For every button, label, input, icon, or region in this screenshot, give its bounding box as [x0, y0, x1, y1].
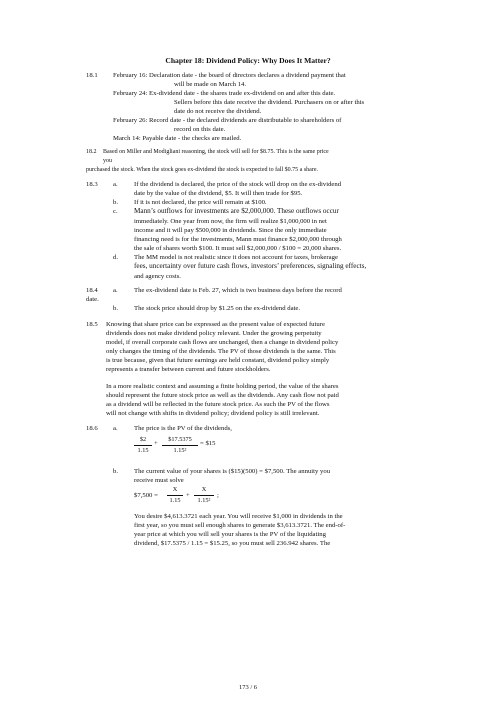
item-label: b. [113, 199, 119, 206]
text-line: year price at which you will sell your shares is the PV of the liquidating [134, 531, 326, 538]
eq-denominator: 1.15 [137, 447, 149, 454]
question-number: 18.1 [86, 72, 98, 79]
fraction-bar [134, 445, 152, 446]
text-line: as a dividend will be reflected in the future stock price. As such the PV of the flows [106, 401, 330, 408]
item-label: b. [113, 468, 119, 475]
plus-sign: + [154, 440, 158, 447]
text-line: The stock price should drop by $1.25 on the ex-dividend date. [134, 305, 301, 312]
text-line: model, if overall corporate cash flows are unchanged, then a change in dividend policy [106, 339, 339, 346]
text-line: should represent the future stock price as well as the dividends. Any cash flow not paid [106, 392, 339, 399]
text-line: and agency costs. [134, 273, 181, 280]
text-line: Based on Miller and Modigliani reasoning, the stock will sell for $8.75. This is the same price [103, 149, 329, 155]
eq-result: = $15 [200, 440, 216, 447]
text-line: Mann’s outflows for investments are $2,000,000. These outflows occur [134, 207, 339, 215]
item-label: a. [113, 287, 118, 294]
item-label: a. [113, 425, 118, 432]
eq-numerator: $2 [139, 436, 147, 443]
text-line: February 26: Record date - the declared dividends are distributable to shareholders of [113, 117, 342, 124]
text-line: In a more realistic context and assuming a finite holding period, the value of the shares [106, 383, 339, 390]
question-number: 18.3 [86, 181, 98, 188]
text-line: first year, so you must sell enough shares to generate $3,613.3721. The end-of- [134, 522, 346, 529]
text-line: will be made on March 14. [174, 81, 247, 88]
text-line: dividends does not make dividend policy relevant. Under the growing perpetuity [106, 330, 322, 337]
text-line: February 24: Ex-dividend date - the shares trade ex-dividend on and after this date. [113, 90, 336, 97]
question-number: 18.2 [86, 149, 97, 155]
question-number: 18.5 [86, 321, 98, 328]
eq-numerator: X [201, 486, 207, 493]
text-line: the sale of shares worth $100. It must sell $2,000,000 / $100 = 20,000 shares. [134, 245, 342, 252]
text-line: fees, uncertainty over future cash flows, investors’ preferences, signaling effects, [134, 262, 367, 270]
item-label: b. [113, 305, 119, 312]
fraction-bar [162, 445, 198, 446]
question-number: 18.4 [86, 287, 98, 294]
text-line: is true because, given that future earnings are held constant, dividend policy simply [106, 357, 330, 364]
text-line: you [103, 158, 112, 164]
eq-lhs: $7,500 = [134, 492, 158, 499]
text-line: only changes the timing of the dividends. The PV of those dividends is the same. This [106, 348, 336, 355]
page-number: 173 / 6 [238, 684, 258, 691]
eq-denominator: 1.15² [197, 497, 211, 504]
text-line: The MM model is not realistic since it does not account for taxes, brokerage [134, 254, 338, 261]
text-line: If the dividend is declared, the price of the stock will drop on the ex-dividend [134, 181, 342, 188]
eq-numerator: $17.5375 [168, 436, 192, 443]
text-line: immediately. One year from now, the firm will realize $1,000,000 in net [134, 218, 327, 225]
text-line: income and it will pay $500,000 in dividends. Since the only immediate [134, 227, 327, 234]
item-label: d. [113, 254, 119, 261]
page-title: Chapter 18: Dividend Policy: Why Does It Matter? [165, 56, 331, 65]
text-line: receive must solve [134, 477, 184, 484]
text-line: date do not receive the dividend. [174, 108, 262, 115]
eq-denominator: 1.15 [169, 497, 181, 504]
text-line: will not change with shifts in dividend policy; dividend policy is still irrelevant. [106, 410, 320, 417]
item-label: a. [113, 181, 118, 188]
text-line: purchased the stock. When the stock goes ex-dividend the stock is expected to fall $0.75 a share. [86, 167, 318, 173]
text-line: date. [86, 296, 99, 303]
fraction-bar [194, 495, 214, 496]
text-line: March 14: Payable date - the checks are mailed. [113, 135, 242, 142]
text-line: If it is not declared, the price will remain at $100. [134, 199, 267, 206]
question-number: 18.6 [86, 425, 98, 432]
text-line: date by the value of the dividend, $5. It will then trade for $95. [134, 190, 303, 197]
text-line: You desire $4,613.3721 each year. You will receive $1,000 in dividends in the [134, 513, 343, 520]
text-line: Knowing that share price can be expressed as the present value of expected future [106, 321, 325, 328]
text-line: The current value of your shares is ($15)(500) = $7,500. The annuity you [134, 468, 331, 475]
fraction-bar [167, 495, 183, 496]
eq-numerator: X [172, 486, 178, 493]
text-line: Sellers before this date receive the dividend. Purchasers on or after this [174, 99, 365, 106]
item-label: c. [113, 208, 118, 215]
text-line: financing need is for the investments, Mann must finance $2,000,000 through [134, 236, 342, 243]
eq-tail: ; [217, 492, 219, 499]
plus-sign: + [186, 492, 190, 499]
text-line: The price is the PV of the dividends, [134, 425, 232, 432]
text-line: The ex-dividend date is Feb. 27, which is two business days before the record [134, 287, 342, 294]
text-line: February 16: Declaration date - the board of directors declares a dividend payment that [113, 72, 346, 79]
text-line: record on this date. [174, 126, 226, 133]
eq-denominator: 1.15² [173, 447, 187, 454]
text-line: dividend, $17.5375 / 1.15 = $15.25, so you must sell 236.942 shares. The [134, 540, 331, 547]
text-line: represents a transfer between current and future stockholders. [106, 366, 271, 373]
